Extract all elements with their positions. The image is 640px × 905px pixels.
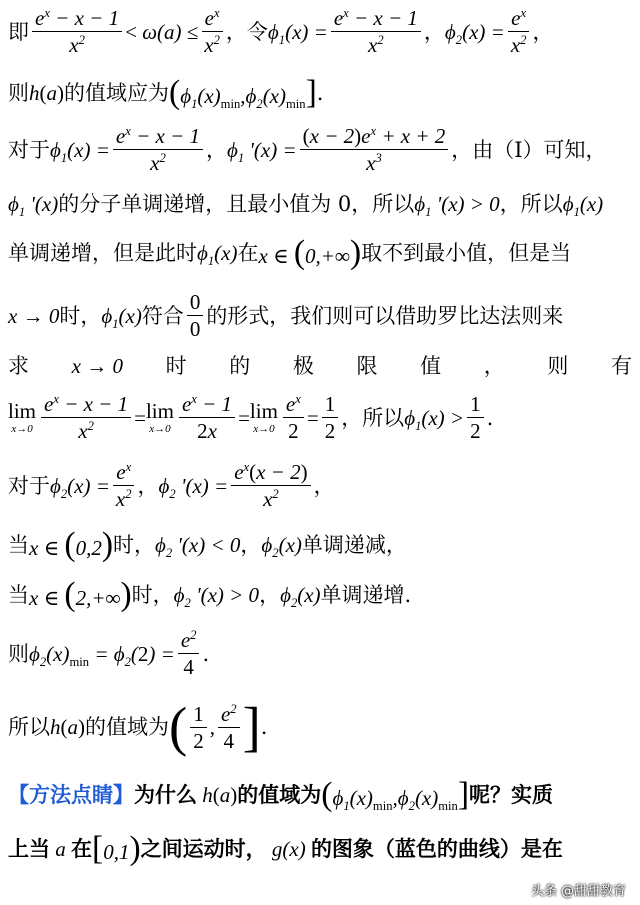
text: 上当 xyxy=(8,836,50,861)
text: 当 xyxy=(8,582,29,607)
text: 单调递减， xyxy=(301,532,407,557)
fraction: $\frac{e^x - 1}{2x}$ xyxy=(179,392,235,443)
text: 之间运动时， xyxy=(140,836,267,861)
math: ω(a) ≤ xyxy=(142,19,199,44)
line-4: $\phi_1$ '(x) 的分子单调递增，且最小值为 0，所以 $\phi_1$ '(x) > 0 ，所以 $\phi_1(x)$ xyxy=(8,192,604,220)
text: 的 xyxy=(229,354,251,378)
text: 在 xyxy=(71,836,92,861)
text: 极 xyxy=(292,354,314,378)
text: 的形式，我们则可以借助罗比达法则来 xyxy=(206,303,564,328)
text: ， xyxy=(313,473,335,498)
limit: lim x→0 xyxy=(8,399,37,436)
text: 符合 xyxy=(141,303,184,328)
text: ，由（I）可知， xyxy=(451,137,607,162)
fraction: $\frac{1}{2}$ xyxy=(190,702,207,753)
text: . xyxy=(260,715,268,740)
fraction: $\frac{1}{2}$ xyxy=(467,392,484,443)
text: ， xyxy=(206,137,227,162)
fraction: $\frac{e^2}{4}$ xyxy=(218,702,240,753)
line-13: 所以 h(a) 的值域为 ( $\frac{1}{2}$ , $\frac{e^2}{4}$ ] . xyxy=(8,696,268,757)
fraction: $\frac{e^x}{x^2}$ xyxy=(508,6,530,57)
fraction: $\frac{(x - 2)e^x + x + 2}{x^3}$ xyxy=(300,124,449,175)
text: 所以 xyxy=(8,715,50,740)
text: 值 xyxy=(420,354,442,378)
text: 时， xyxy=(131,582,174,607)
fraction: $\frac{e^x}{2}$ xyxy=(283,392,304,443)
text: 单调递增，但是此时 xyxy=(8,240,197,265)
text: 限 xyxy=(356,354,378,378)
limit: lim x→0 xyxy=(145,399,174,436)
line-9: 对于 $\phi_2(x)$ = $\frac{e^x}{x^2}$ ， $\phi_2$ '(x) = $\frac{e^x(x - 2)}{x^2}$ ， xyxy=(8,460,335,512)
text: ，所以 xyxy=(341,405,405,430)
line-1: 即 $\frac{e^x - x - 1}{x^2}$ < ω(a) ≤ $\frac{e^x}{x^2}$ ，令 $\phi_1(x)$ = $\frac{e^x - x - 1}{x^2}$ ， $\phi_2(x)$ = $\frac{e^x}{x^2}$ ， xyxy=(8,6,554,58)
text: . xyxy=(316,80,324,105)
text: 在 xyxy=(237,240,259,265)
fraction: $\frac{e^x(x - 2)}{x^2}$ xyxy=(231,460,310,511)
text: ， xyxy=(259,582,281,607)
text: 的值域为 xyxy=(85,715,169,740)
text: 呢？实质 xyxy=(469,782,554,807)
text: 则 xyxy=(8,641,29,666)
fraction: $\frac{e^2}{4}$ xyxy=(178,628,200,679)
fraction: $\frac{0}{0}$ xyxy=(187,290,204,341)
text: 有 xyxy=(610,354,632,378)
text: 对于 xyxy=(8,473,50,498)
fraction: $\frac{e^x}{x^2}$ xyxy=(113,460,135,511)
line-12: 则 $\phi_2(x)_{min} = \phi_2(2)$ = $\frac{e^2}{4}$ . xyxy=(8,628,210,680)
text: ，令 xyxy=(225,19,268,44)
line-3: 对于 $\phi_1(x)$ = $\frac{e^x - x - 1}{x^2}$ ， $\phi_1$ '(x) = $\frac{(x - 2)e^x + x + 2}{x^3}$ ，由（I）可知， xyxy=(8,124,607,176)
line-7: 求 x → 0 时 的 极 限 值 ， 则 有 xyxy=(8,354,632,378)
fraction: $\frac{e^x - x - 1}{x^2}$ xyxy=(113,124,203,175)
text: 即 xyxy=(8,19,29,44)
line-11: 当 x ∈ (2,+∞) 时， $\phi_2$ '(x) > 0 ， $\phi_2(x)$ 单调递增. xyxy=(8,576,412,613)
watermark: 头条 @甜甜教育 xyxy=(530,884,626,899)
text: 求 xyxy=(8,354,29,378)
text: ， xyxy=(240,532,262,557)
method-tag: 【方法点睛】 xyxy=(8,782,134,807)
text: ， xyxy=(423,19,445,44)
text: 时 xyxy=(165,354,187,378)
text: 时， xyxy=(113,532,155,557)
text: 为什么 xyxy=(134,782,197,807)
fraction: $\frac{e^x - x - 1}{x^2}$ xyxy=(331,6,421,57)
text: 对于 xyxy=(8,137,50,162)
text: 则 xyxy=(547,354,569,378)
text: 的图象（蓝色的曲线）是在 xyxy=(310,836,563,861)
line-10: 当 x ∈ (0,2) 时， $\phi_2$ '(x) < 0 ， $\phi_2(x)$ 单调递减， xyxy=(8,526,407,563)
fraction: $\frac{e^x - x - 1}{x^2}$ xyxy=(41,392,131,443)
text: ， xyxy=(137,473,159,498)
line-15: 上当 a 在 [0,1) 之间运动时， g(x) 的图象（蓝色的曲线）是在 xyxy=(8,830,563,867)
fraction: $\frac{1}{2}$ xyxy=(322,392,339,443)
line-8: lim x→0 $\frac{e^x - x - 1}{x^2}$ = lim x→0 $\frac{e^x - 1}{2x}$ = lim x→0 $\frac{e^x}{2}$ = $\frac{1}{2}$ ，所以 $\phi_1(x)$ > $\frac{1}{2}$ . xyxy=(8,392,494,444)
line-2: 则 h(a) 的值域应为 $(\phi_1(x)_{min},\phi_2(x)_{min}]$ . xyxy=(8,74,324,112)
text: 的值域为 xyxy=(237,782,322,807)
text: 则 xyxy=(8,80,29,105)
fraction: $\frac{e^x}{x^2}$ xyxy=(201,6,223,57)
text: 的分子单调递增，且最小值为 0，所以 xyxy=(58,192,415,216)
fraction: $\frac{e^x - x - 1}{x^2}$ xyxy=(32,6,122,57)
text: ，所以 xyxy=(499,192,563,216)
line-6: x → 0 时， $\phi_1(x)$ 符合 $\frac{0}{0}$ 的形式，我们则可以借助罗比达法则来 xyxy=(8,290,564,342)
line-5: 单调递增，但是此时 $\phi_1(x)$ 在 x ∈ (0,+∞) 取不到最小值，但是当 xyxy=(8,234,572,271)
text: 当 xyxy=(8,532,29,557)
text: ， xyxy=(483,354,505,378)
text: 的值域应为 xyxy=(64,80,169,105)
text: 时， xyxy=(59,303,102,328)
text: 取不到最小值，但是当 xyxy=(361,240,572,265)
limit: lim x→0 xyxy=(249,399,278,436)
text: 单调递增. xyxy=(320,582,412,607)
line-14: 【方法点睛】 为什么 h(a) 的值域为 $(\phi_1(x)_{min},\phi_2(x)_{min}]$ 呢？实质 xyxy=(8,776,554,814)
